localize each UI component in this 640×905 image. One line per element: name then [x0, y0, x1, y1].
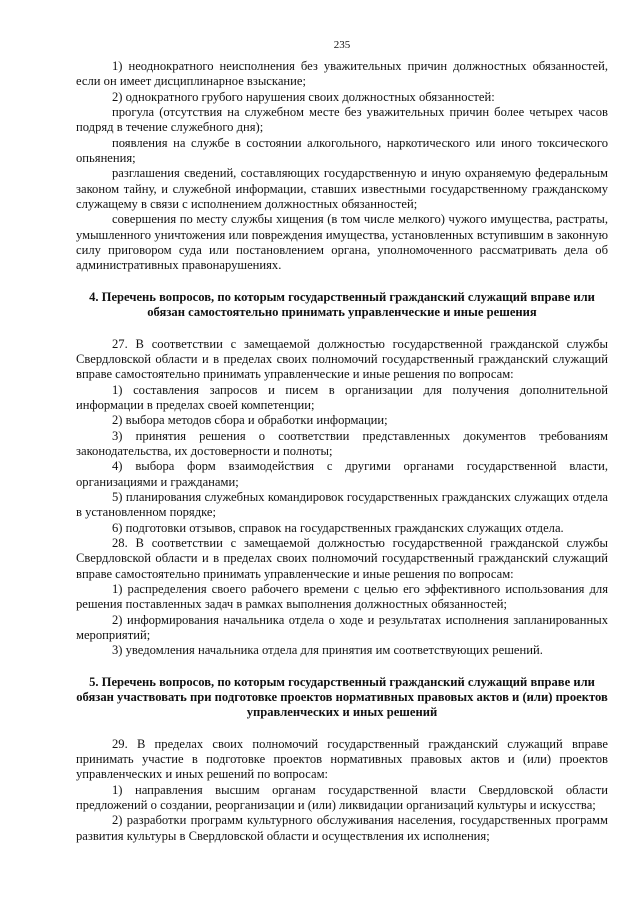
paragraph: 1) распределения своего рабочего времени с целью его эффективного использования для решения поставленных задач в рамках выполнения должностных обязанностей;: [76, 582, 608, 612]
paragraph: 3) уведомления начальника отдела для принятия им соответствующих решений.: [112, 643, 543, 658]
document-page: [76, 38, 608, 844]
paragraph: 1) составления запросов и писем в организации для получения дополнительной информации в пределах своей компетенции;: [76, 382, 608, 412]
paragraph: 28. В соответствии с замещаемой должностью государственной гражданской службы Свердловской области и в пределах своих полномочий государственный гражданский служащий вправе самостоятельно принимать управленческие и иные решения по вопросам:: [76, 535, 608, 581]
paragraph: 1) направления высшим органам государственной власти Свердловской области предложений о создании, реорганизации и (или) ликвидации организаций культуры и искусства;: [76, 782, 608, 813]
paragraph: 2) разработки программ культурного обслуживания населения, государственных программ развития культуры в Свердловской области и осуществления их исполнения;: [76, 813, 608, 843]
paragraph: 29. В пределах своих полномочий государственный гражданский служащий вправе принимать участие в подготовке проектов нормативных правовых актов и (или) проектов управленческих и иных решений по вопросам:: [76, 736, 608, 782]
paragraph: совершения по месту службы хищения (в том числе мелкого) чужого имущества, растраты, умышленного уничтожения или повреждения имущества, установленных вступившим в законную силу приговором суда или постановлением органа, уполномоченного рассматривать дела об административных правонарушениях.: [76, 212, 608, 273]
paragraph: 2) однократного грубого нарушения своих должностных обязанностей:: [112, 89, 495, 104]
paragraph: 3) принятия решения о соответствии представленных документов требованиям законодательства, их достоверности и полноты;: [76, 428, 608, 458]
paragraph: 5) планирования служебных командировок государственных гражданских служащих отдела в установленном порядке;: [76, 489, 608, 520]
paragraph: 6) подготовки отзывов, справок на государственных гражданских служащих отдела.: [112, 520, 564, 535]
section-heading: 4. Перечень вопросов, по которым государственный гражданский служащий вправе или обязан самостоятельно принимать управленческие и иные решения: [89, 289, 595, 320]
paragraph: 27. В соответствии с замещаемой должностью государственной гражданской службы Свердловской области и в пределах своих полномочий государственный гражданский служащий вправе самостоятельно принимать управленческие и иные решения по вопросам:: [76, 336, 608, 382]
document-body: [76, 59, 608, 844]
section-heading: 5. Перечень вопросов, по которым государственный гражданский служащий вправе или обязан участвовать при подготовке проектов нормативных правовых актов и (или) проектов управленческих и иных решений: [76, 674, 608, 720]
page-number: 235: [333, 39, 351, 51]
paragraph: прогула (отсутствия на служебном месте без уважительных причин более четырех часов подряд в течение служебного дня);: [76, 105, 608, 135]
paragraph: 2) информирования начальника отдела о ходе и результатах исполнения запланированных мероприятий;: [76, 612, 608, 643]
paragraph: 4) выбора форм взаимодействия с другими органами государственной власти, организациями и гражданами;: [76, 459, 608, 489]
paragraph: 1) неоднократного неисполнения без уважительных причин должностных обязанностей, если он имеет дисциплинарное взыскание;: [76, 59, 608, 89]
paragraph: разглашения сведений, составляющих государственную и иную охраняемую федеральным законом тайну, и служебной информации, ставших известными государственному гражданскому служащему в связи с исполнением должностных обязанностей;: [76, 166, 608, 212]
paragraph: 2) выбора методов сбора и обработки информации;: [112, 413, 388, 428]
paragraph: появления на службе в состоянии алкогольного, наркотического или иного токсического опьянения;: [76, 135, 608, 166]
